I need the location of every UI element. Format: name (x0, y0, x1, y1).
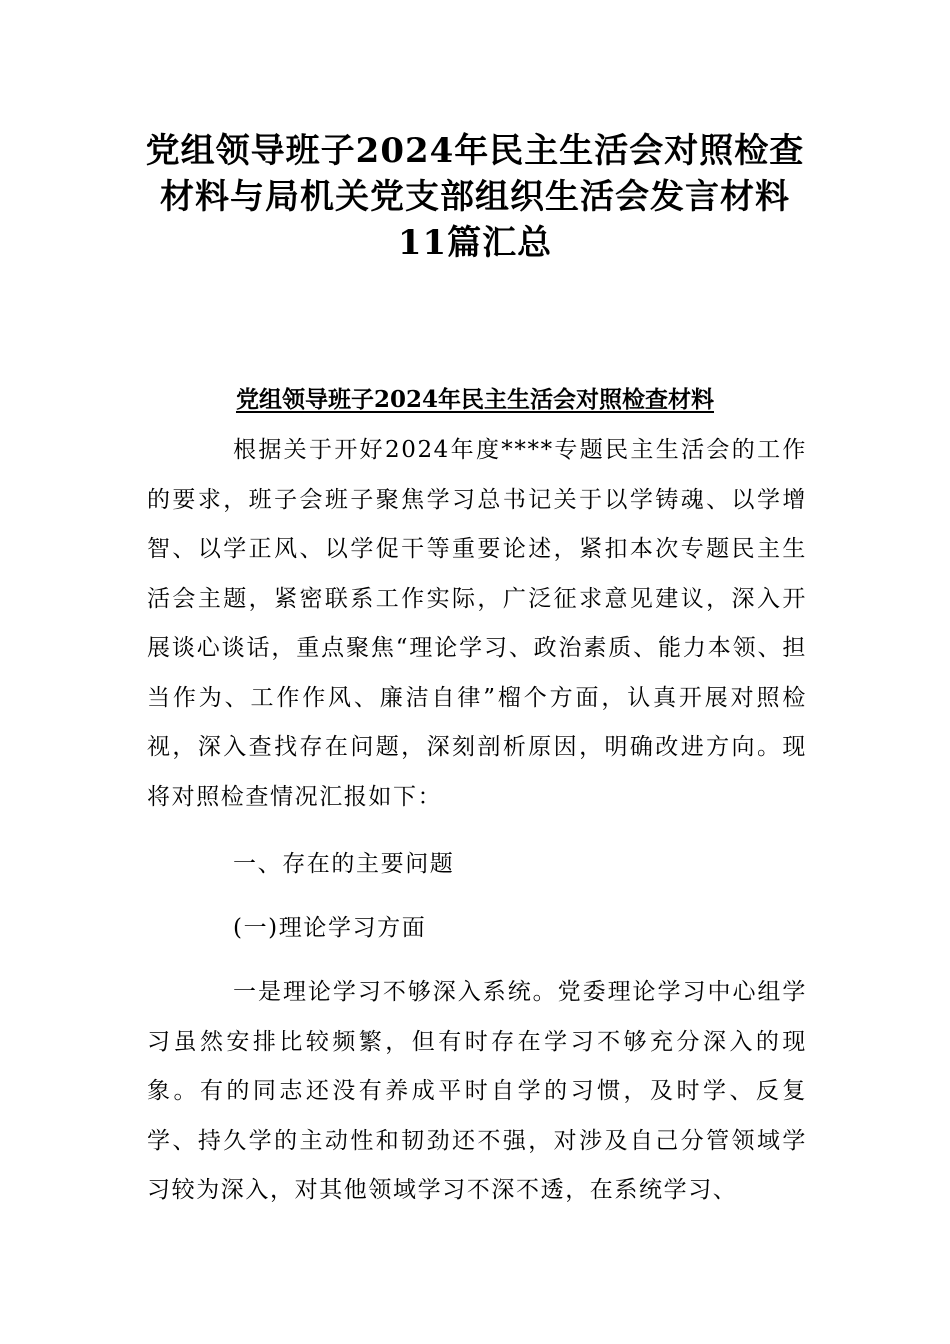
section-title (140, 384, 810, 416)
paragraph-theory-study: 一是理论学习不够深入系统。党委理论学习中心组学习虽然安排比较频繁，但有时存在学习不够充分深入的现象。有的同志还没有养成平时自学的习惯，及时学、反复学、持久学的主动性和韧劲还不强，对涉及自己分管领域学习较为深入，对其他领域学习不深不透，在系统学习、 (147, 979, 807, 1203)
section-title-text: 党组领导班子2024年民主生活会对照检查材料 (235, 386, 714, 413)
heading-theory-study: (一)理论学习方面 (233, 915, 427, 941)
document-title: 党组领导班子2024年民主生活会对照检查材料与局机关党支部组织生活会发言材料11篇汇总 (145, 131, 805, 263)
paragraph-intro: 根据关于开好2024年度****专题民主生活会的工作的要求，班子会班子聚焦学习总书记关于以学铸魂、以学增智、以学正风、以学促干等重要论述，紧扣本次专题民主生活会主题，紧密联系工作实际，广泛征求意见建议，深入开展谈心谈话，重点聚焦“理论学习、政治素质、能力本领、担当作为、工作作风、廉洁自律”榴个方面，认真开展对照检视，深入查找存在问题，深刻剖析原因，明确改进方向。现将对照检查情况汇报如下： (147, 437, 807, 810)
heading-main-problems: 一、存在的主要问题 (233, 851, 455, 877)
